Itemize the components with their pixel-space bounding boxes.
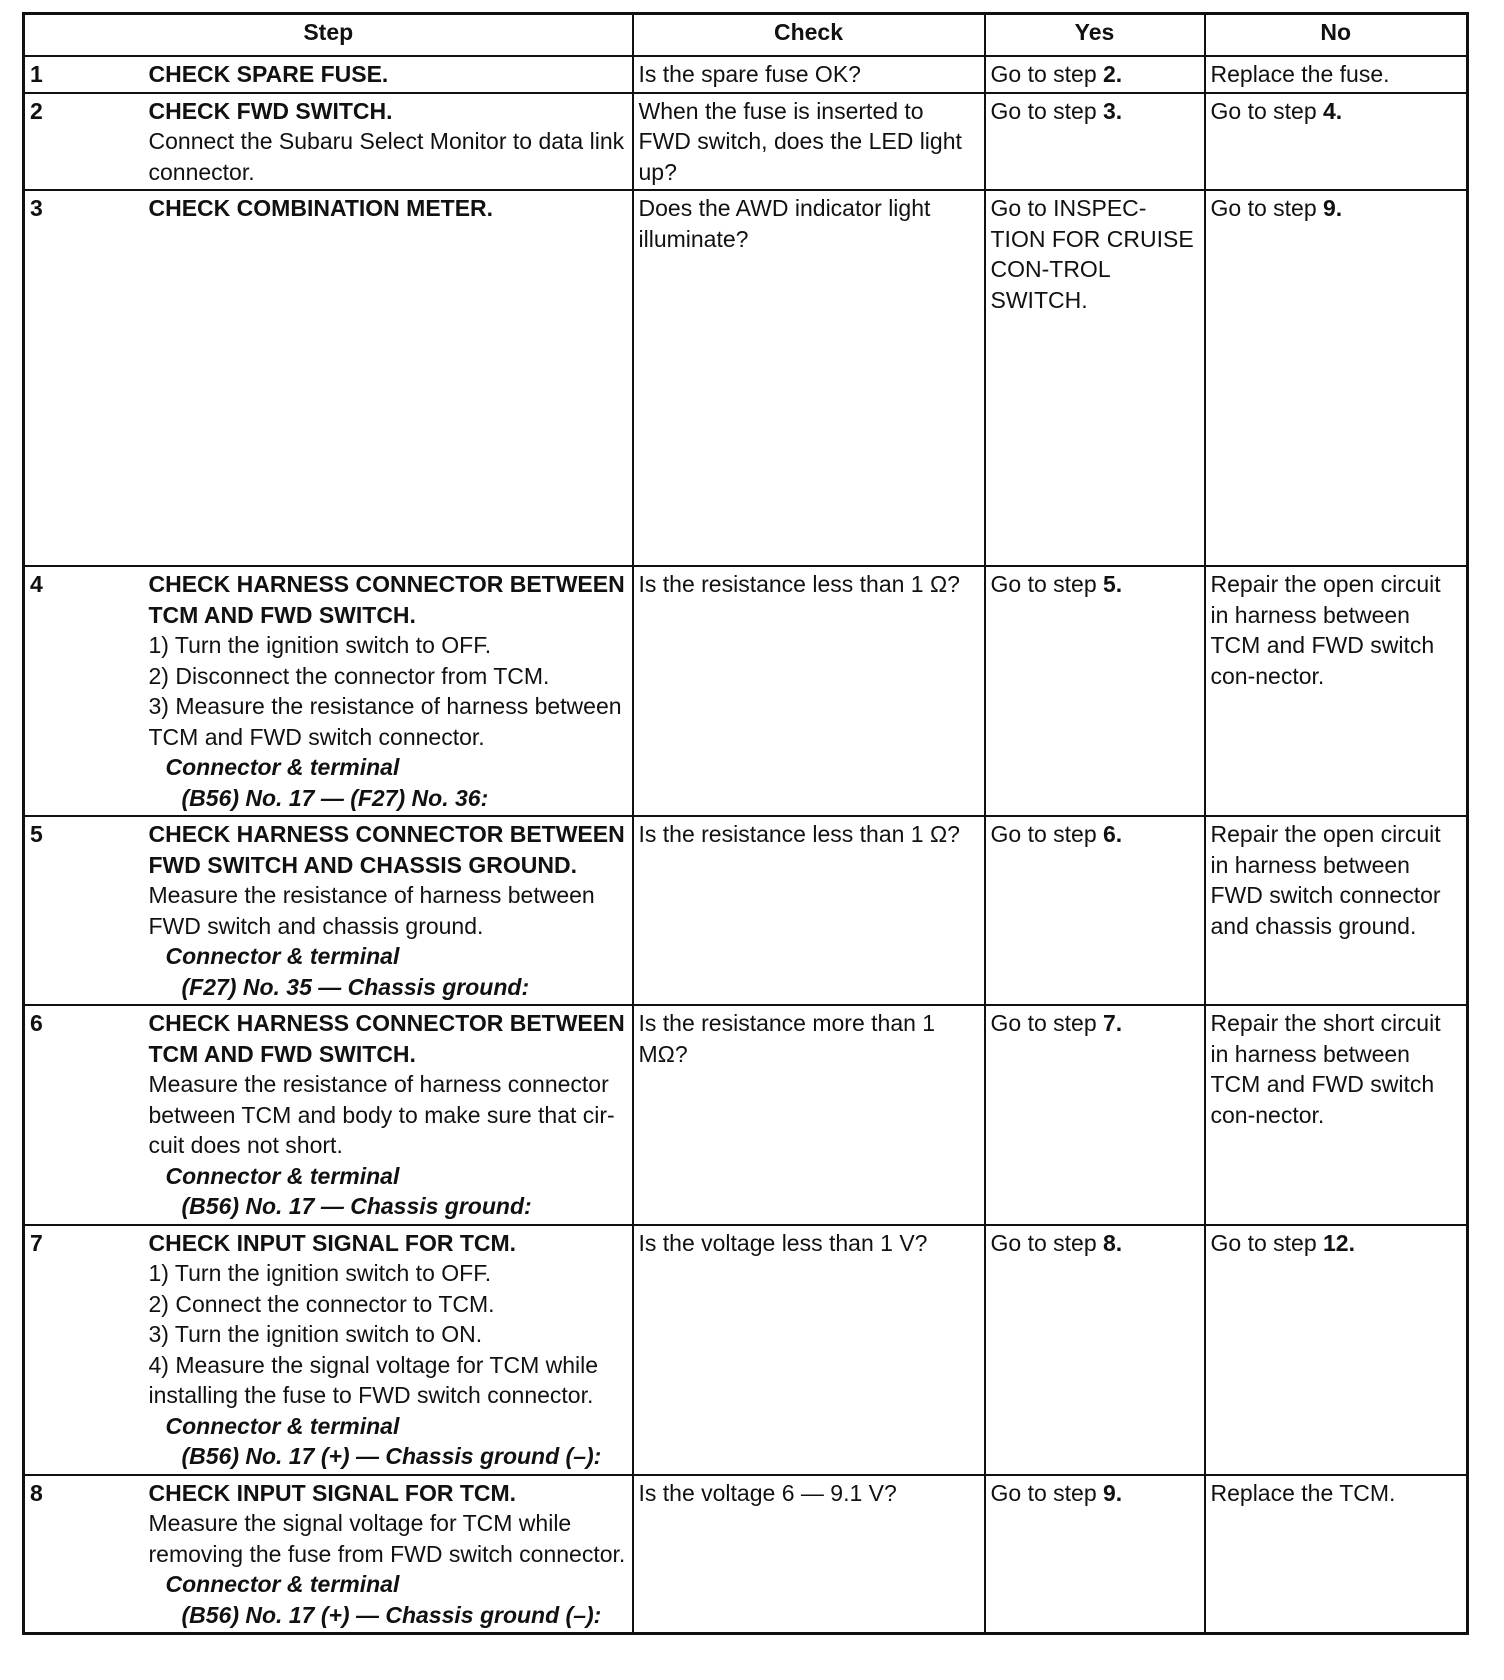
table-row xyxy=(24,1005,1468,1225)
yes-cell xyxy=(985,566,1205,816)
step-title: CHECK HARNESS CONNECTOR BETWEEN TCM AND FWD SWITCH. xyxy=(148,571,625,628)
connector-label: Connector & terminal xyxy=(165,1162,400,1189)
table-row xyxy=(24,566,1468,816)
step-instruction: 2) Disconnect the connector from TCM. xyxy=(148,662,550,689)
step-number: 5 xyxy=(24,816,144,1005)
connector-label: Connector & terminal xyxy=(165,1412,400,1439)
check-text: Is the resistance less than 1 Ω? xyxy=(638,821,960,847)
no-cell xyxy=(1205,93,1468,191)
yes-step-number: 9. xyxy=(1103,1479,1123,1506)
connector-value: (B56) No. 17 (+) — Chassis ground (–): xyxy=(181,1601,602,1628)
yes-step-number: 5. xyxy=(1103,571,1123,597)
yes-text: Go to step xyxy=(990,1229,1104,1256)
check-text: Does the AWD indicator light illuminate? xyxy=(638,195,931,252)
yes-text: Go to step xyxy=(990,1479,1104,1506)
yes-text: Go to step xyxy=(990,1010,1104,1036)
header-check: Check xyxy=(633,14,985,57)
header-yes: Yes xyxy=(985,14,1205,57)
step-number: 4 xyxy=(24,566,144,816)
yes-text: Go to step xyxy=(990,571,1104,597)
step-title: CHECK SPARE FUSE. xyxy=(148,61,389,87)
check-text: When the fuse is inserted to FWD switch, does the LED light up? xyxy=(638,97,962,185)
step-title: CHECK FWD SWITCH. xyxy=(148,97,393,124)
check-text: Is the resistance less than 1 Ω? xyxy=(638,571,960,597)
step-cell xyxy=(144,56,633,93)
no-step-number: 9. xyxy=(1323,195,1343,221)
step-title: CHECK HARNESS CONNECTOR BETWEEN TCM AND FWD SWITCH. xyxy=(148,1010,625,1067)
header-no: No xyxy=(1205,14,1468,57)
table-row xyxy=(24,190,1468,566)
yes-step-number: 3. xyxy=(1103,97,1123,124)
no-cell xyxy=(1205,816,1468,1005)
table-row xyxy=(24,1475,1468,1634)
step-title: CHECK INPUT SIGNAL FOR TCM. xyxy=(148,1229,517,1256)
check-cell xyxy=(633,93,985,191)
check-text: Is the spare fuse OK? xyxy=(638,61,861,87)
check-cell xyxy=(633,816,985,1005)
connector-value: (B56) No. 17 (+) — Chassis ground (–): xyxy=(181,1443,602,1469)
no-cell xyxy=(1205,1475,1468,1634)
yes-text: Go to step xyxy=(990,821,1104,847)
step-cell xyxy=(144,93,633,191)
table-body xyxy=(24,56,1468,1634)
step-cell xyxy=(144,816,633,1005)
table-row xyxy=(24,1225,1468,1475)
check-cell xyxy=(633,566,985,816)
no-cell xyxy=(1205,190,1468,566)
step-description: Measure the resistance of harness between FWD switch and chassis ground. xyxy=(148,882,595,939)
no-step-number: 12. xyxy=(1323,1229,1355,1256)
yes-cell xyxy=(985,93,1205,191)
table-row xyxy=(24,56,1468,93)
table-row xyxy=(24,93,1468,191)
no-text: Go to step xyxy=(1210,97,1324,124)
step-number: 1 xyxy=(24,56,144,93)
yes-cell xyxy=(985,190,1205,566)
yes-step-number: 2. xyxy=(1103,61,1123,87)
no-cell xyxy=(1205,1225,1468,1475)
connector-value: (B56) No. 17 — (F27) No. 36: xyxy=(181,784,489,811)
check-cell xyxy=(633,56,985,93)
no-text: Go to step xyxy=(1210,1229,1324,1256)
step-instruction: 3) Measure the resistance of harness between TCM and FWD switch connector. xyxy=(148,693,622,750)
step-number: 8 xyxy=(24,1475,144,1634)
no-cell xyxy=(1205,1005,1468,1225)
yes-step-number: 6. xyxy=(1103,821,1123,847)
check-cell xyxy=(633,1225,985,1475)
check-text: Is the voltage less than 1 V? xyxy=(638,1229,928,1256)
step-description: Connect the Subaru Select Monitor to data link connector. xyxy=(148,128,625,185)
yes-step-number: 7. xyxy=(1103,1010,1123,1036)
no-text: Replace the TCM. xyxy=(1210,1479,1396,1506)
no-text: Go to step xyxy=(1210,195,1324,221)
no-cell xyxy=(1205,566,1468,816)
check-text: Is the voltage 6 — 9.1 V? xyxy=(638,1479,897,1506)
header-row xyxy=(24,14,1468,57)
no-text: Repair the open circuit in harness between FWD switch connector and chassis ground. xyxy=(1210,821,1441,939)
step-instruction: 1) Turn the ignition switch to OFF. xyxy=(148,1260,492,1286)
table-row xyxy=(24,816,1468,1005)
step-instruction: 1) Turn the ignition switch to OFF. xyxy=(148,632,492,658)
no-text: Replace the fuse. xyxy=(1210,61,1390,87)
yes-cell xyxy=(985,1475,1205,1634)
yes-cell xyxy=(985,1225,1205,1475)
connector-label: Connector & terminal xyxy=(165,943,400,969)
yes-text: Go to INSPEC-TION FOR CRUISE CON-TROL SWITCH. xyxy=(990,195,1194,313)
yes-text: Go to step xyxy=(990,97,1104,124)
step-cell xyxy=(144,1225,633,1475)
step-cell xyxy=(144,1475,633,1634)
connector-label: Connector & terminal xyxy=(165,754,400,780)
step-cell xyxy=(144,190,633,566)
step-number: 7 xyxy=(24,1225,144,1475)
step-title: CHECK HARNESS CONNECTOR BETWEEN FWD SWITCH AND CHASSIS GROUND. xyxy=(148,821,625,878)
step-number: 3 xyxy=(24,190,144,566)
yes-step-number: 8. xyxy=(1103,1229,1123,1256)
step-instruction: 2) Connect the connector to TCM. xyxy=(148,1290,495,1317)
check-text: Is the resistance more than 1 MΩ? xyxy=(638,1010,936,1067)
check-cell xyxy=(633,1005,985,1225)
step-instruction: 3) Turn the ignition switch to ON. xyxy=(148,1321,483,1347)
yes-cell xyxy=(985,816,1205,1005)
check-cell xyxy=(633,190,985,566)
connector-value: (B56) No. 17 — Chassis ground: xyxy=(181,1193,532,1219)
header-step: Step xyxy=(24,14,633,57)
no-cell xyxy=(1205,56,1468,93)
no-text: Repair the open circuit in harness between TCM and FWD switch con-nector. xyxy=(1210,571,1441,689)
yes-cell xyxy=(985,1005,1205,1225)
no-text: Repair the short circuit in harness between TCM and FWD switch con-nector. xyxy=(1210,1010,1441,1128)
connector-label: Connector & terminal xyxy=(165,1571,400,1597)
no-step-number: 4. xyxy=(1323,97,1343,124)
step-title: CHECK INPUT SIGNAL FOR TCM. xyxy=(148,1479,517,1506)
step-description: Measure the signal voltage for TCM while removing the fuse from FWD switch connector. xyxy=(148,1510,626,1567)
step-number: 6 xyxy=(24,1005,144,1225)
yes-text: Go to step xyxy=(990,61,1104,87)
connector-value: (F27) No. 35 — Chassis ground: xyxy=(181,973,530,1000)
step-cell xyxy=(144,1005,633,1225)
step-title: CHECK COMBINATION METER. xyxy=(148,195,494,221)
check-cell xyxy=(633,1475,985,1634)
step-description: Measure the resistance of harness connector between TCM and body to make sure that cir-cuit does not short. xyxy=(148,1071,615,1158)
yes-cell xyxy=(985,56,1205,93)
diagnostic-table xyxy=(22,12,1469,1635)
step-instruction: 4) Measure the signal voltage for TCM while installing the fuse to FWD switch connector. xyxy=(148,1351,599,1408)
step-number: 2 xyxy=(24,93,144,191)
step-cell xyxy=(144,566,633,816)
